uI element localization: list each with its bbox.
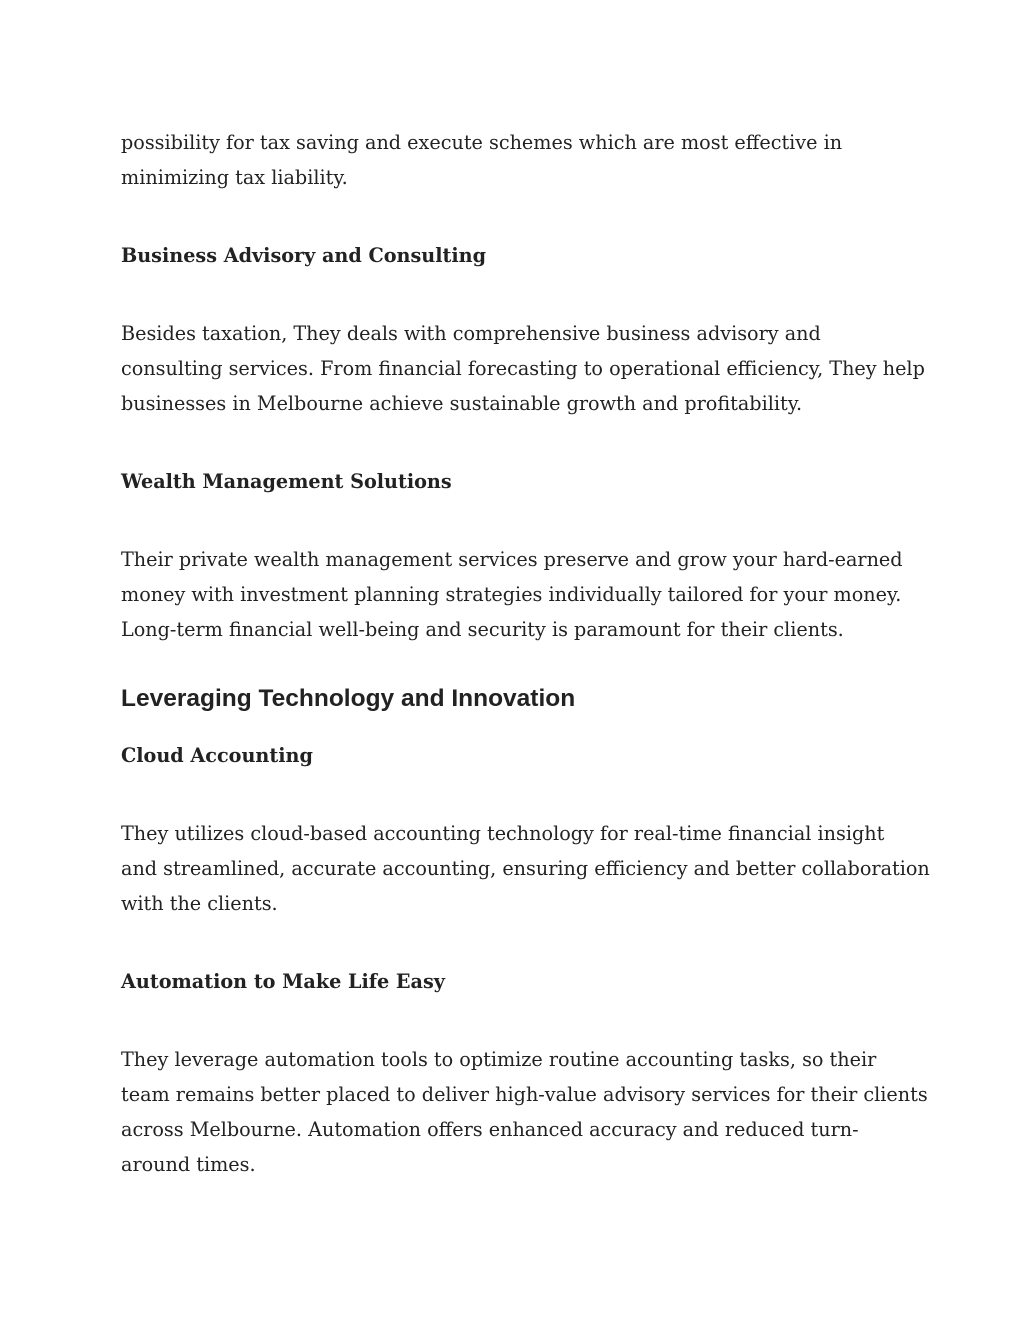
automation-heading: Automation to Make Life Easy xyxy=(121,970,445,993)
wealth-management-line-2: money with investment planning strategies individually tailored for your money. xyxy=(121,583,902,606)
technology-section-heading: Leveraging Technology and Innovation xyxy=(121,685,576,712)
cloud-accounting-line-3: with the clients. xyxy=(121,892,278,915)
intro-line-1: possibility for tax saving and execute schemes which are most effective in xyxy=(121,131,843,154)
automation-line-2: team remains better placed to deliver high-value advisory services for their clients xyxy=(121,1083,928,1106)
wealth-management-heading: Wealth Management Solutions xyxy=(121,470,452,493)
automation-line-3: across Melbourne. Automation offers enhanced accuracy and reduced turn- xyxy=(121,1118,859,1141)
business-advisory-heading: Business Advisory and Consulting xyxy=(121,244,487,267)
intro-line-2: minimizing tax liability. xyxy=(121,166,348,189)
automation-line-1: They leverage automation tools to optimize routine accounting tasks, so their xyxy=(121,1048,877,1071)
wealth-management-line-3: Long-term financial well-being and security is paramount for their clients. xyxy=(121,618,844,641)
business-advisory-line-2: consulting services. From financial forecasting to operational efficiency, They help xyxy=(121,357,925,380)
cloud-accounting-heading: Cloud Accounting xyxy=(121,744,313,767)
wealth-management-line-1: Their private wealth management services preserve and grow your hard-earned xyxy=(121,548,903,571)
business-advisory-line-3: businesses in Melbourne achieve sustainable growth and profitability. xyxy=(121,392,803,415)
cloud-accounting-line-1: They utilizes cloud-based accounting technology for real-time financial insight xyxy=(121,822,885,845)
cloud-accounting-line-2: and streamlined, accurate accounting, ensuring efficiency and better collaboration xyxy=(121,857,930,880)
automation-line-4: around times. xyxy=(121,1153,256,1176)
business-advisory-line-1: Besides taxation, They deals with comprehensive business advisory and xyxy=(121,322,821,345)
